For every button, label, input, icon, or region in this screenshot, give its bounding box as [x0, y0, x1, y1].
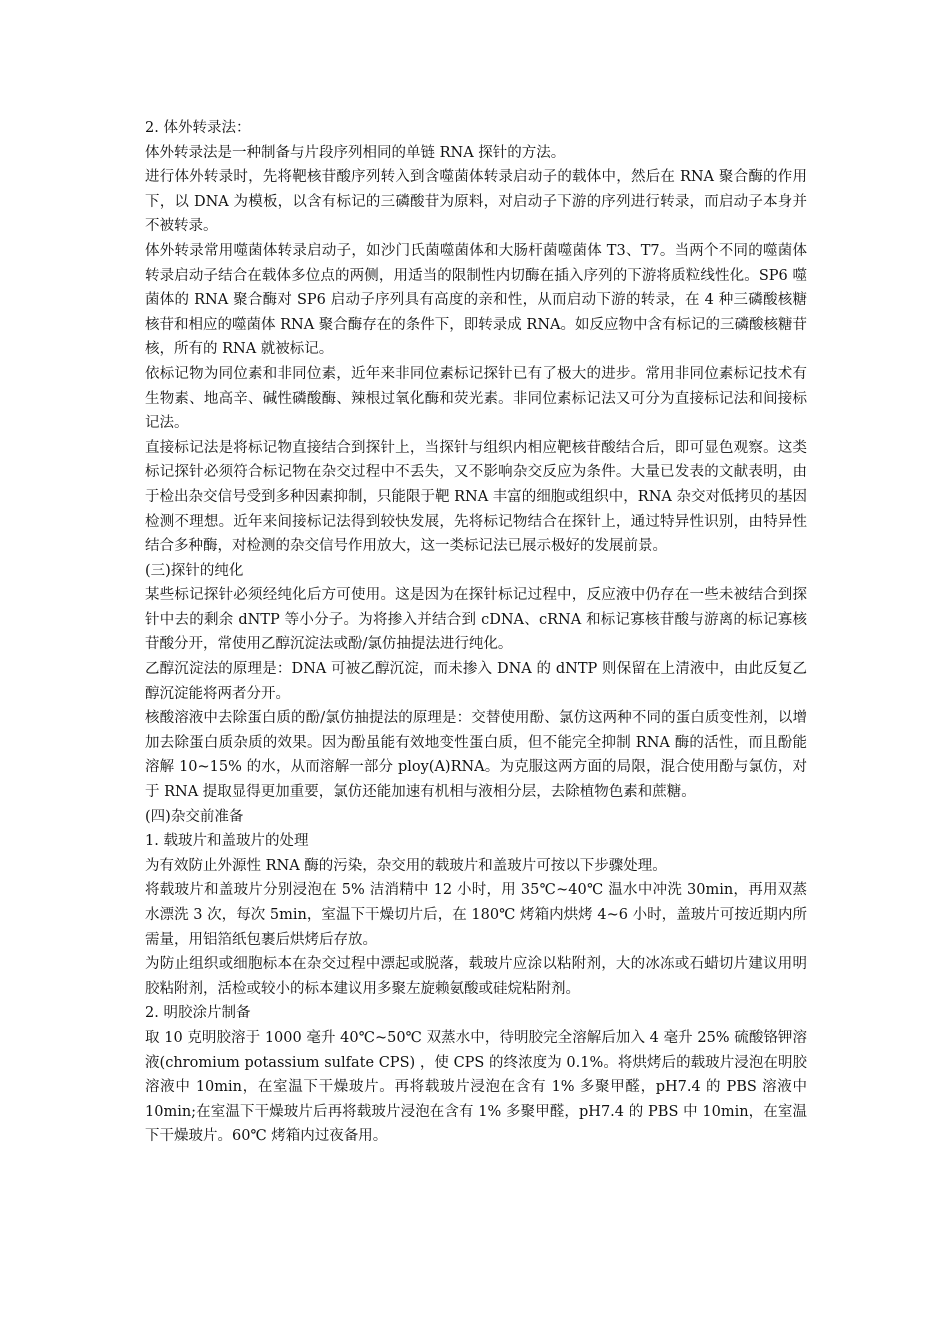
- paragraph: 依标记物为同位素和非同位素，近年来非同位素标记探针已有了极大的进步。常用非同位素标记技术有生物素、地高辛、碱性磷酸酶、辣根过氧化酶和荧光素。非同位素标记法又可分为直接标记法和间接标记法。: [145, 365, 807, 432]
- section-heading-pre-hybridization: (四)杂交前准备: [145, 808, 244, 825]
- paragraph: 为有效防止外源性 RNA 酶的污染，杂交用的载玻片和盖玻片可按以下步骤处理。: [145, 857, 667, 874]
- paragraph: 体外转录常用噬菌体转录启动子，如沙门氏菌噬菌体和大肠杆菌噬菌体 T3、T7。当两个不同的噬菌体转录启动子结合在载体多位点的两侧，用适当的限制性内切酶在插入序列的下游将质粒线性化。SP6 噬菌体的 RNA 聚合酶对 SP6 启动子序列具有高度的亲和性，从而启动下游的转录，在 4 种三磷酸核糖核苷和相应的噬菌体 RNA 聚合酶存在的条件下，即转录成 RNA。如反应物中含有标记的三磷酸核糖苷核，所有的 RNA 就被标记。: [145, 242, 807, 358]
- section-heading-probe-purification: (三)探针的纯化: [145, 562, 244, 579]
- paragraph: 取 10 克明胶溶于 1000 毫升 40℃~50℃ 双蒸水中，待明胶完全溶解后加入 4 毫升 25% 硫酸铬钾溶液(chromium potassium sulfate CPS) ，使 CPS 的终浓度为 0.1%。将烘烤后的载玻片浸泡在明胶溶液中 10min，在室温下干燥玻片。再将载玻片浸泡在含有 1% 多聚甲醛，pH7.4 的 PBS 溶液中 10min;在室温下干燥玻片后再将载玻片浸泡在含有 1% 多聚甲醛，pH7.4 的 PBS 中 10min，在室温下干燥玻片。60℃ 烤箱内过夜备用。: [145, 1029, 807, 1145]
- paragraph: 为防止组织或细胞标本在杂交过程中漂起或脱落，载玻片应涂以粘附剂，大的冰冻或石蜡切片建议用明胶粘附剂，活检或较小的标本建议用多聚左旋赖氨酸或硅烷粘附剂。: [145, 956, 807, 997]
- paragraph: 某些标记探针必须经纯化后方可使用。这是因为在探针标记过程中，反应液中仍存在一些未被结合到探针中去的剩余 dNTP 等小分子。为将掺入并结合到 cDNA、cRNA 和标记寡核苷酸与游离的标记寡核苷酸分开，常使用乙醇沉淀法或酚/氯仿抽提法进行纯化。: [145, 587, 807, 653]
- paragraph: 直接标记法是将标记物直接结合到探针上，当探针与组织内相应靶核苷酸结合后，即可显色观察。这类标记探针必须符合标记物在杂交过程中不丢失，又不影响杂交反应为条件。大量已发表的文献表明，由于检出杂交信号受到多种因素抑制，只能限于靶 RNA 丰富的细胞或组织中，RNA 杂交对低拷贝的基因检测不理想。近年来间接标记法得到较快发展，先将标记物结合在探针上，通过特异性识别，由特异性结合多种酶，对检测的杂交信号作用放大，这一类标记法已展示极好的发展前景。: [145, 439, 807, 555]
- paragraph: 将载玻片和盖玻片分别浸泡在 5% 洁消精中 12 小时，用 35℃~40℃ 温水中冲洗 30min，再用双蒸水漂洗 3 次，每次 5min，室温下干燥切片后，在 180℃ 烤箱内烘烤 4~6 小时，盖玻片可按近期内所需量，用铝箔纸包裹后烘烤后存放。: [145, 882, 807, 948]
- paragraph: 乙醇沉淀法的原理是：DNA 可被乙醇沉淀，而未掺入 DNA 的 dNTP 则保留在上清液中，由此反复乙醇沉淀能将两者分开。: [145, 661, 807, 702]
- paragraph: 进行体外转录时，先将靶核苷酸序列转入到含噬菌体转录启动子的载体中，然后在 RNA 聚合酶的作用下，以 DNA 为模板，以含有标记的三磷酸苷为原料，对启动子下游的序列进行转录，而启动子本身并不被转录。: [145, 169, 807, 235]
- paragraph: 体外转录法是一种制备与片段序列相同的单链 RNA 探针的方法。: [145, 144, 566, 161]
- document-page: [145, 116, 807, 1149]
- subsection-heading-gelatin: 2. 明胶涂片制备: [145, 1005, 251, 1022]
- paragraph: 核酸溶液中去除蛋白质的酚/氯仿抽提法的原理是：交替使用酚、氯仿这两种不同的蛋白质变性剂，以增加去除蛋白质杂质的效果。因为酚虽能有效地变性蛋白质，但不能完全抑制 RNA 酶的活性，而且酚能溶解 10~15% 的水，从而溶解一部分 ploy(A)RNA。为克服这两方面的局限，混合使用酚与氯仿，对于 RNA 提取显得更加重要，氯仿还能加速有机相与液相分层，去除植物色素和蔗糖。: [145, 710, 807, 801]
- section-heading-in-vitro-transcription: 2. 体外转录法：: [145, 120, 251, 136]
- subsection-heading-slides: 1. 载玻片和盖玻片的处理: [145, 833, 309, 850]
